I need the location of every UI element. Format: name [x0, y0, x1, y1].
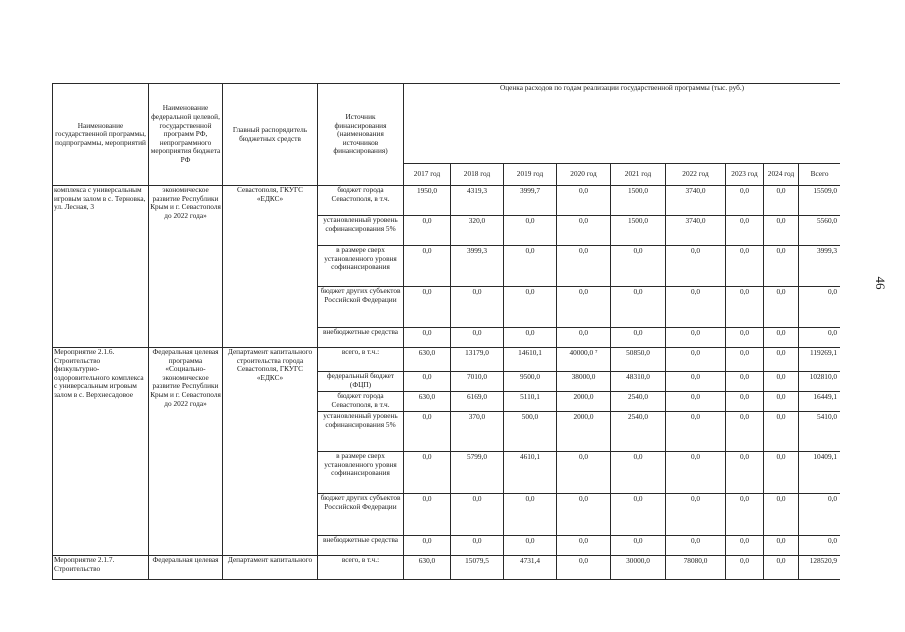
- total-value-cell: 0,0: [799, 328, 841, 348]
- year-value-cell: 38000,0: [557, 372, 611, 392]
- year-value-cell: 3740,0: [666, 216, 726, 246]
- funding-source-cell: бюджет города Севастополя, в т.ч.: [318, 392, 404, 412]
- year-value-cell: 2540,0: [611, 392, 666, 412]
- year-value-cell: 0,0: [764, 392, 799, 412]
- total-value-cell: 3999,3: [799, 246, 841, 287]
- funding-source-cell: федеральный бюджет (ФЦП): [318, 372, 404, 392]
- funding-source-cell: внебюджетные средства: [318, 536, 404, 556]
- page-number: 46: [873, 276, 888, 290]
- total-value-cell: 5410,0: [799, 412, 841, 452]
- header-year-2023: 2023 год: [726, 164, 764, 186]
- year-value-cell: 370,0: [451, 412, 504, 452]
- year-value-cell: 0,0: [726, 348, 764, 372]
- budget-table-container: [52, 83, 840, 608]
- year-value-cell: 7010,0: [451, 372, 504, 392]
- header-federal-program: Наименование федеральной целевой, государственной программ РФ, непрограммного мероприятия бюджета РФ: [149, 84, 223, 186]
- year-value-cell: 0,0: [404, 216, 451, 246]
- year-value-cell: 5799,0: [451, 452, 504, 494]
- year-value-cell: 0,0: [726, 452, 764, 494]
- year-value-cell: 0,0: [764, 452, 799, 494]
- year-value-cell: 2540,0: [611, 412, 666, 452]
- year-value-cell: 40000,0 ⁷: [557, 348, 611, 372]
- header-expense-estimate: Оценка расходов по годам реализации государственной программы (тыс. руб.): [404, 84, 841, 164]
- year-value-cell: 0,0: [557, 536, 611, 556]
- year-value-cell: 630,0: [404, 392, 451, 412]
- year-value-cell: 0,0: [726, 216, 764, 246]
- year-value-cell: 1500,0: [611, 186, 666, 216]
- year-value-cell: 0,0: [666, 392, 726, 412]
- activity-name-cell: Мероприятие 2.1.6. Строительство физкультурно-оздоровительного комплекса с универсальным игровым залом в с. Верхнесадовое: [53, 348, 149, 556]
- federal-program-cell: Федеральная целевая: [149, 556, 223, 580]
- year-value-cell: 0,0: [666, 494, 726, 536]
- year-value-cell: 0,0: [764, 372, 799, 392]
- year-value-cell: 0,0: [557, 556, 611, 580]
- table-row: [53, 556, 841, 580]
- year-value-cell: 0,0: [557, 246, 611, 287]
- header-year-2018: 2018 год: [451, 164, 504, 186]
- year-value-cell: 0,0: [764, 348, 799, 372]
- year-value-cell: 0,0: [404, 536, 451, 556]
- year-value-cell: 0,0: [451, 287, 504, 328]
- year-value-cell: 0,0: [666, 328, 726, 348]
- year-value-cell: 0,0: [726, 412, 764, 452]
- year-value-cell: 0,0: [404, 494, 451, 536]
- funding-source-cell: всего, в т.ч.:: [318, 348, 404, 372]
- year-value-cell: 0,0: [764, 536, 799, 556]
- activity-name-cell: комплекса с универсальным игровым залом в с. Терновка, ул. Лесная, 3: [53, 186, 149, 348]
- year-value-cell: 0,0: [504, 246, 557, 287]
- year-value-cell: 0,0: [557, 186, 611, 216]
- header-total: Всего: [799, 164, 841, 186]
- funding-source-cell: бюджет других субъектов Российской Федерации: [318, 494, 404, 536]
- table-body: [53, 186, 841, 580]
- year-value-cell: 3740,0: [666, 186, 726, 216]
- year-value-cell: 1950,0: [404, 186, 451, 216]
- year-value-cell: 0,0: [726, 372, 764, 392]
- header-budget-manager: Главный распорядитель бюджетных средств: [223, 84, 318, 186]
- year-value-cell: 0,0: [404, 287, 451, 328]
- year-value-cell: 0,0: [557, 216, 611, 246]
- year-value-cell: 0,0: [764, 556, 799, 580]
- funding-source-cell: внебюджетные средства: [318, 328, 404, 348]
- year-value-cell: 0,0: [764, 287, 799, 328]
- year-value-cell: 0,0: [504, 328, 557, 348]
- budget-manager-cell: Департамент капитального: [223, 556, 318, 580]
- total-value-cell: 0,0: [799, 536, 841, 556]
- header-year-2024: 2024 год: [764, 164, 799, 186]
- year-value-cell: 4610,1: [504, 452, 557, 494]
- year-value-cell: 0,0: [557, 452, 611, 494]
- year-value-cell: 0,0: [666, 348, 726, 372]
- year-value-cell: 2000,0: [557, 392, 611, 412]
- year-value-cell: 78080,0: [666, 556, 726, 580]
- year-value-cell: 0,0: [764, 246, 799, 287]
- year-value-cell: 1500,0: [611, 216, 666, 246]
- funding-source-cell: бюджет города Севастополя, в т.ч.: [318, 186, 404, 216]
- funding-source-cell: бюджет других субъектов Российской Федерации: [318, 287, 404, 328]
- budget-manager-cell: Севастополя, ГКУГС «ЕДКС»: [223, 186, 318, 348]
- year-value-cell: 0,0: [764, 412, 799, 452]
- year-value-cell: 0,0: [764, 216, 799, 246]
- total-value-cell: 10409,1: [799, 452, 841, 494]
- year-value-cell: 5110,1: [504, 392, 557, 412]
- budget-table: [52, 83, 840, 580]
- year-value-cell: 0,0: [764, 328, 799, 348]
- year-value-cell: 0,0: [404, 328, 451, 348]
- federal-program-cell: Федеральная целевая программа «Социально-экономическое развитие Республики Крым и г. Севастополя до 2022 года»: [149, 348, 223, 556]
- year-value-cell: 48310,0: [611, 372, 666, 392]
- header-name: Наименование государственной программы, подпрограммы, мероприятий: [53, 84, 149, 186]
- year-value-cell: 3999,7: [504, 186, 557, 216]
- year-value-cell: 0,0: [404, 412, 451, 452]
- total-value-cell: 119269,1: [799, 348, 841, 372]
- year-value-cell: 0,0: [611, 246, 666, 287]
- total-value-cell: 0,0: [799, 287, 841, 328]
- table-row: [53, 186, 841, 216]
- year-value-cell: 0,0: [764, 494, 799, 536]
- federal-program-cell: экономическое развитие Республики Крым и г. Севастополя до 2022 года»: [149, 186, 223, 348]
- year-value-cell: 3999,3: [451, 246, 504, 287]
- header-year-2021: 2021 год: [611, 164, 666, 186]
- year-value-cell: 0,0: [611, 328, 666, 348]
- activity-name-cell: Мероприятие 2.1.7. Строительство: [53, 556, 149, 580]
- header-year-2019: 2019 год: [504, 164, 557, 186]
- year-value-cell: 500,0: [504, 412, 557, 452]
- year-value-cell: 0,0: [504, 536, 557, 556]
- funding-source-cell: в размере сверх установленного уровня софинансирования: [318, 246, 404, 287]
- funding-source-cell: установленный уровень софинансирования 5%: [318, 216, 404, 246]
- year-value-cell: 0,0: [726, 287, 764, 328]
- year-value-cell: 15079,5: [451, 556, 504, 580]
- year-value-cell: 0,0: [557, 328, 611, 348]
- year-value-cell: 0,0: [557, 287, 611, 328]
- year-value-cell: 4319,3: [451, 186, 504, 216]
- header-year-2020: 2020 год: [557, 164, 611, 186]
- funding-source-cell: в размере сверх установленного уровня софинансирования: [318, 452, 404, 494]
- year-value-cell: 0,0: [726, 556, 764, 580]
- year-value-cell: 0,0: [666, 452, 726, 494]
- header-funding-source: Источник финансирования (наименования источников финансирования): [318, 84, 404, 186]
- year-value-cell: 0,0: [666, 372, 726, 392]
- year-value-cell: 13179,0: [451, 348, 504, 372]
- year-value-cell: 0,0: [451, 536, 504, 556]
- header-year-2022: 2022 год: [666, 164, 726, 186]
- year-value-cell: 6169,0: [451, 392, 504, 412]
- total-value-cell: 128520,9: [799, 556, 841, 580]
- year-value-cell: 4731,4: [504, 556, 557, 580]
- year-value-cell: 0,0: [504, 216, 557, 246]
- year-value-cell: 14610,1: [504, 348, 557, 372]
- year-value-cell: 0,0: [611, 536, 666, 556]
- year-value-cell: 0,0: [726, 246, 764, 287]
- year-value-cell: 50850,0: [611, 348, 666, 372]
- year-value-cell: 0,0: [451, 328, 504, 348]
- year-value-cell: 9500,0: [504, 372, 557, 392]
- year-value-cell: 0,0: [726, 328, 764, 348]
- funding-source-cell: установленный уровень софинансирования 5%: [318, 412, 404, 452]
- total-value-cell: 102810,0: [799, 372, 841, 392]
- year-value-cell: 0,0: [451, 494, 504, 536]
- year-value-cell: 0,0: [726, 494, 764, 536]
- year-value-cell: 0,0: [726, 536, 764, 556]
- year-value-cell: 0,0: [764, 186, 799, 216]
- table-row: [53, 348, 841, 372]
- year-value-cell: 630,0: [404, 348, 451, 372]
- year-value-cell: 0,0: [557, 494, 611, 536]
- year-value-cell: 0,0: [504, 494, 557, 536]
- year-value-cell: 0,0: [726, 186, 764, 216]
- total-value-cell: 15509,0: [799, 186, 841, 216]
- funding-source-cell: всего, в т.ч.:: [318, 556, 404, 580]
- year-value-cell: 320,0: [451, 216, 504, 246]
- year-value-cell: 2000,0: [557, 412, 611, 452]
- budget-manager-cell: Департамент капитального строительства города Севастополя, ГКУГС «ЕДКС»: [223, 348, 318, 556]
- year-value-cell: 0,0: [666, 287, 726, 328]
- year-value-cell: 0,0: [666, 536, 726, 556]
- total-value-cell: 5560,0: [799, 216, 841, 246]
- year-value-cell: 0,0: [404, 372, 451, 392]
- year-value-cell: 0,0: [666, 246, 726, 287]
- year-value-cell: 0,0: [504, 287, 557, 328]
- total-value-cell: 0,0: [799, 494, 841, 536]
- year-value-cell: 0,0: [611, 452, 666, 494]
- header-year-2017: 2017 год: [404, 164, 451, 186]
- year-value-cell: 630,0: [404, 556, 451, 580]
- year-value-cell: 0,0: [666, 412, 726, 452]
- year-value-cell: 0,0: [726, 392, 764, 412]
- total-value-cell: 16449,1: [799, 392, 841, 412]
- year-value-cell: 0,0: [611, 287, 666, 328]
- year-value-cell: 0,0: [611, 494, 666, 536]
- year-value-cell: 0,0: [404, 246, 451, 287]
- year-value-cell: 30000,0: [611, 556, 666, 580]
- year-value-cell: 0,0: [404, 452, 451, 494]
